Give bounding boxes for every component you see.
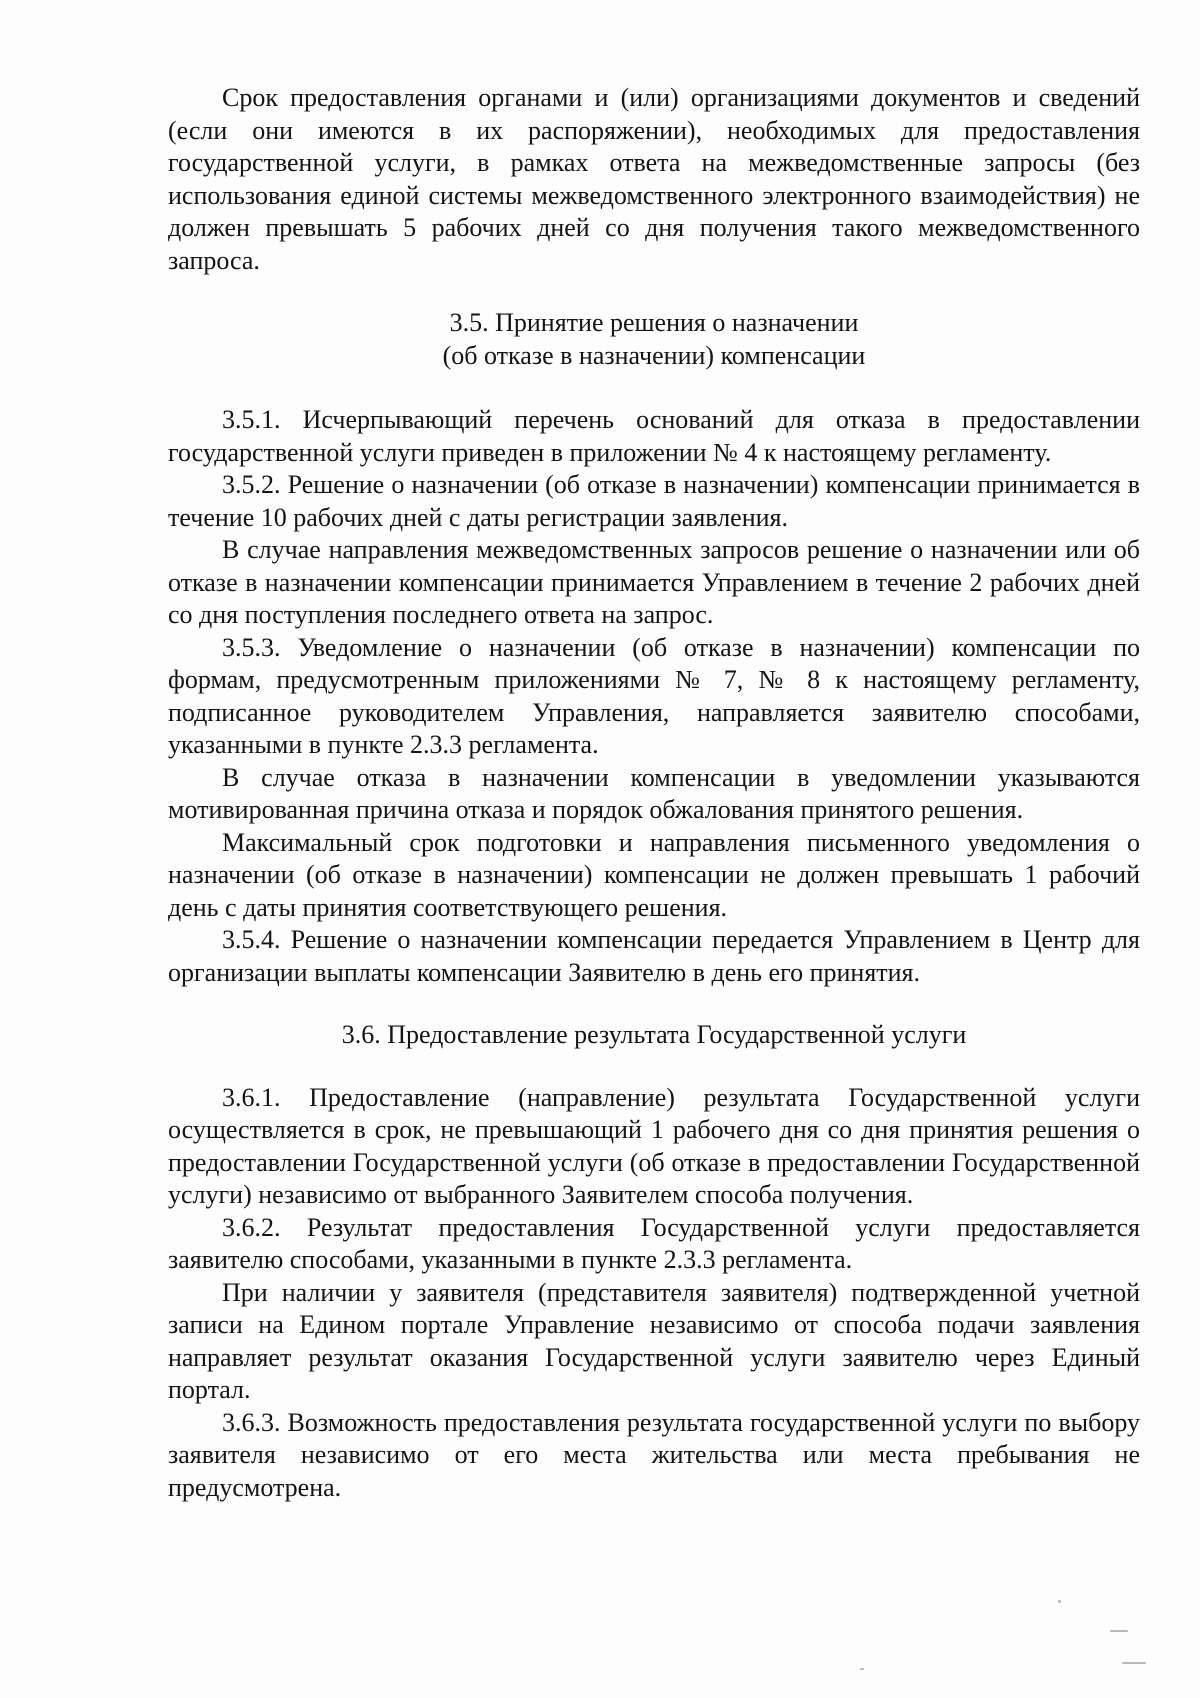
scan-speck (1122, 1662, 1146, 1664)
paragraph-3-5-1: 3.5.1. Исчерпывающий перечень оснований для отказа в предоставлении государственной услуги приведен в приложении № 4 к настоящему регламенту. (168, 405, 1140, 467)
paragraph-3-5-3-deadline: Максимальный срок подготовки и направления письменного уведомления о назначении (об отказе в назначении) компенсации не должен превышать 1 рабочий день с даты принятия соответствующего решения. (168, 827, 1140, 922)
paragraph-3-6-1: 3.6.1. Предоставление (направление) результата Государственной услуги осуществляется в срок, не превышающий 1 рабочего дня со дня принятия решения о предоставлении Государственной услуги (об отказе в предоставлении Государственной услуги) независимо от выбранного Заявителем способа получения. (168, 1082, 1140, 1209)
section-3-5-title-line-1: 3.5. Принятие решения о назначении (449, 308, 859, 337)
paragraph-3-6-2-portal: При наличии у заявителя (представителя заявителя) подтвержденной учетной записи на Едином портале Управление независимо от способа подачи заявления направляет результат оказания Государственной услуги заявителю через Единый портал. (168, 1277, 1140, 1404)
scan-speck (1110, 1630, 1128, 1632)
paragraph-3-6-3: 3.6.3. Возможность предоставления результата государственной услуги по выбору заявителя независимо от его места жительства или места пребывания не предусмотрена. (168, 1407, 1140, 1502)
paragraph-3-5-3-refusal: В случае отказа в назначении компенсации в уведомлении указываются мотивированная причина отказа и порядок обжалования принятого решения. (168, 762, 1140, 824)
document-body (168, 82, 1140, 1504)
section-3-6-title: 3.6. Предоставление результата Государственной услуги (341, 1020, 967, 1049)
intro-paragraph: Срок предоставления органами и (или) организациями документов и сведений (если они имеются в их распоряжении), необходимых для предоставления государственной услуги, в рамках ответа на межведомственные запросы (без использования единой системы межведомственного электронного взаимодействия) не должен превышать 5 рабочих дней со дня получения такого межведомственного запроса. (168, 83, 1140, 275)
section-3-5-title-line-2: (об отказе в назначении) компенсации (442, 340, 866, 370)
scan-speck (1058, 1600, 1061, 1603)
paragraph-3-5-3: 3.5.3. Уведомление о назначении (об отказе в назначении) компенсации по формам, предусмотренным приложениями № 7, № 8 к настоящему регламенту, подписанное руководителем Управления, направляется заявителю способами, указанными в пункте 2.3.3 регламента. (168, 632, 1140, 759)
paragraph-3-5-2: 3.5.2. Решение о назначении (об отказе в назначении) компенсации принимается в течение 10 рабочих дней с даты регистрации заявления. (168, 470, 1140, 532)
paragraph-3-6-2: 3.6.2. Результат предоставления Государственной услуги предоставляется заявителю способами, указанными в пункте 2.3.3 регламента. (168, 1212, 1140, 1274)
paragraph-3-5-2-interagency: В случае направления межведомственных запросов решение о назначении или об отказе в назначении компенсации принимается Управлением в течение 2 рабочих дней со дня поступления последнего ответа на запрос. (168, 535, 1140, 629)
paragraph-3-5-4: 3.5.4. Решение о назначении компенсации передается Управлением в Центр для организации выплаты компенсации Заявителю в день его принятия. (168, 925, 1140, 987)
scan-speck (860, 1668, 864, 1670)
